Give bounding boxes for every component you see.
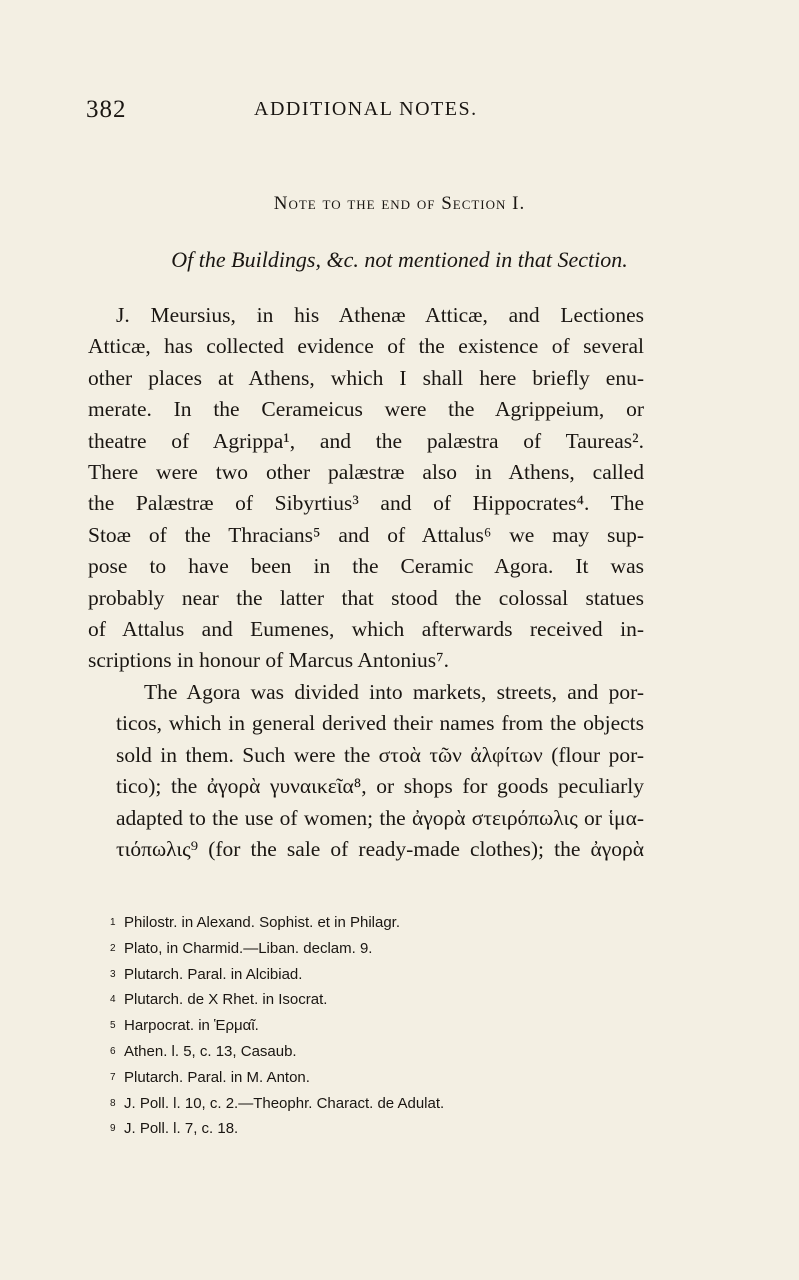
text-line: probably near the latter that stood the colossal statues (88, 585, 644, 610)
section-title: Note to the end of Section I. (273, 193, 526, 214)
page-number: 382 (86, 96, 127, 123)
footnote (110, 987, 670, 1013)
footnote-mark: 3 (110, 968, 116, 980)
footnote-text: Harpocrat. in Ἑρμαῖ. (124, 1017, 259, 1035)
footnote-mark: 5 (110, 1020, 116, 1032)
footnote (110, 1013, 670, 1039)
text-line: τιόπωλις⁹ (for the sale of ready-made clothes); the ἀγορὰ (116, 836, 644, 861)
text-line: other places at Athens, which I shall here briefly enu- (88, 365, 644, 390)
paragraph-1 (88, 300, 644, 677)
text-line: tico); the ἀγορὰ γυναικεῖα⁸, or shops for goods peculiarly (116, 774, 644, 799)
footnote-mark: 9 (110, 1123, 116, 1135)
footnote-text: Plutarch. Paral. in Alcibiad. (124, 965, 303, 983)
text-line: Atticæ, has collected evidence of the existence of several (88, 334, 644, 359)
footnote (110, 962, 670, 988)
text-line: adapted to the use of women; the ἀγορὰ στειρόπωλις or ἱμα- (116, 805, 644, 830)
footnote-text: Plato, in Charmid.—Liban. declam. 9. (124, 939, 373, 957)
running-title: ADDITIONAL NOTES. (254, 98, 478, 120)
text-line: J. Meursius, in his Athenæ Atticæ, and Lectiones (116, 303, 644, 327)
footnote (110, 910, 670, 936)
text-line: Stoæ of the Thracians⁵ and of Attalus⁶ we may sup- (88, 522, 644, 547)
footnote-mark: 2 (110, 942, 116, 954)
page-header (86, 96, 646, 126)
text-line: theatre of Agrippa¹, and the palæstra of Taureas². (88, 428, 644, 453)
footnote-text: Plutarch. de X Rhet. in Isocrat. (124, 991, 328, 1009)
footnote-text: J. Poll. l. 10, c. 2.—Theophr. Charact. de Adulat. (124, 1094, 445, 1112)
text-line: the Palæstræ of Sibyrtius³ and of Hippocrates⁴. The (88, 491, 644, 516)
footnote-text: Philostr. in Alexand. Sophist. et in Philagr. (124, 914, 400, 931)
footnote-mark: 1 (110, 917, 116, 928)
text-line: The Agora was divided into markets, streets, and por- (144, 679, 644, 704)
footnote-mark: 6 (110, 1045, 116, 1057)
footnote-mark: 8 (110, 1097, 116, 1109)
text-line: merate. In the Cerameicus were the Agrippeium, or (88, 397, 644, 422)
footnote (110, 936, 670, 962)
footnote (110, 1065, 670, 1091)
footnote-text: Plutarch. Paral. in M. Anton. (124, 1068, 310, 1086)
text-line: There were two other palæstræ also in Athens, called (88, 460, 644, 485)
section-subtitle: Of the Buildings, &c. not mentioned in that Section. (171, 247, 628, 272)
text-line: pose to have been in the Ceramic Agora. It was (88, 554, 644, 579)
footnote-mark: 7 (110, 1071, 116, 1083)
footnote-text: J. Poll. l. 7, c. 18. (124, 1120, 239, 1138)
body-text (88, 300, 644, 865)
footnote (110, 1116, 670, 1142)
text-line: of Attalus and Eumenes, which afterwards received in- (88, 617, 644, 642)
paragraph-2 (88, 677, 644, 865)
text-line: ticos, which in general derived their names from the objects (116, 711, 644, 736)
text-line: sold in them. Such were the στοὰ τῶν ἀλφίτων (flour por- (116, 742, 644, 767)
footnotes (110, 910, 670, 1142)
footnote (110, 1091, 670, 1117)
footnote-text: Athen. l. 5, c. 13, Casaub. (124, 1042, 297, 1060)
text-line: scriptions in honour of Marcus Antonius⁷. (88, 648, 450, 673)
footnote (110, 1039, 670, 1065)
footnote-mark: 4 (110, 994, 116, 1006)
